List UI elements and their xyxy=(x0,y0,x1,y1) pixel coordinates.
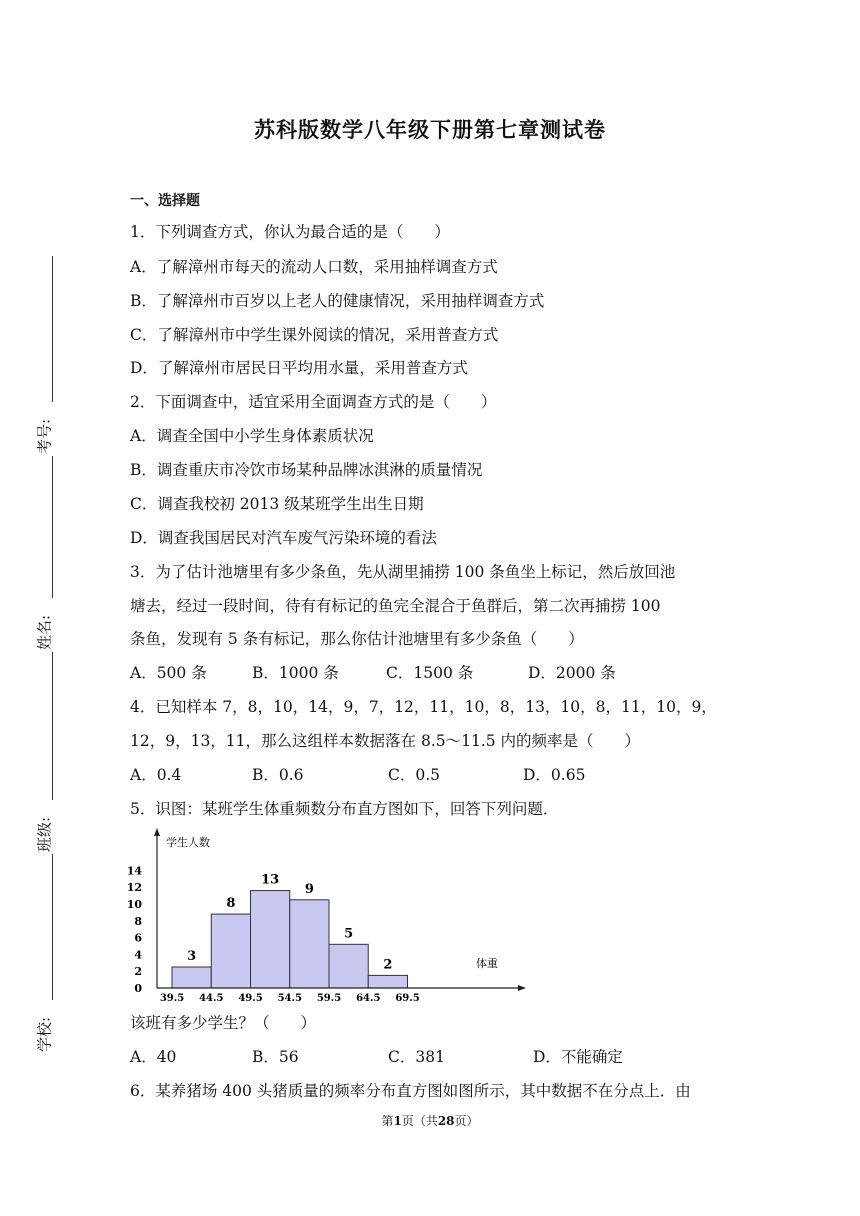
y-axis-arrow xyxy=(154,828,160,836)
footer-suffix: 页） xyxy=(454,1114,479,1128)
q3-line-3: 条鱼，发现有 5 条有标记，那么你估计池塘里有多少条鱼（ ） xyxy=(130,630,584,648)
y-tick-label: 12 xyxy=(126,881,142,895)
side-line-2 xyxy=(52,456,53,598)
q4-option-a: A．0.4 xyxy=(130,766,182,784)
q5-option-c: C．381 xyxy=(388,1048,445,1066)
side-line-3 xyxy=(52,652,53,800)
x-tick-label: 69.5 xyxy=(395,993,420,1004)
q3-line-2: 塘去，经过一段时间，待有有标记的鱼完全混合于鱼群后，第二次再捕捞 100 xyxy=(130,597,661,615)
bar-value-label: 13 xyxy=(261,872,280,888)
q4-line-2: 12，9，13，11，那么这组样本数据落在 8.5～11.5 内的频率是（ ） xyxy=(130,732,641,750)
bar-value-label: 2 xyxy=(383,957,393,973)
bar-value-label: 8 xyxy=(226,896,236,912)
y-tick-label: 0 xyxy=(134,982,142,995)
q3-option-d: D．2000 条 xyxy=(528,664,616,682)
q5-option-d: D．不能确定 xyxy=(533,1048,623,1066)
bar-value-label: 9 xyxy=(304,881,314,897)
x-tick-label: 59.5 xyxy=(316,993,342,1004)
q1-option-c: C．了解漳州市中学生课外阅读的情况，采用普查方式 xyxy=(130,326,499,344)
q1-option-a: A．了解漳州市每天的流动人口数，采用抽样调查方式 xyxy=(130,258,498,276)
q4-option-d: D．0.65 xyxy=(523,766,586,784)
side-line-top xyxy=(52,256,53,402)
y-tick-label: 6 xyxy=(134,931,142,945)
x-tick-label: 49.5 xyxy=(238,993,263,1004)
q4-option-c: C．0.5 xyxy=(388,766,441,784)
y-tick-label: 8 xyxy=(134,914,142,928)
q4-line-1: 4．已知样本 7，8，10，14，9，7，12，11，10，8，13，10，8，11，10，9， xyxy=(130,698,717,716)
x-axis-label: 体重 xyxy=(476,957,498,970)
side-line-4 xyxy=(52,854,53,1000)
page-title: 苏科版数学八年级下册第七章测试卷 xyxy=(254,117,606,142)
q6-line-1: 6．某养猪场 400 头猪质量的频率分布直方图如图所示，其中数据不在分点上．由 xyxy=(130,1082,691,1100)
q2-option-d: D．调查我国居民对汽车废气污染环境的看法 xyxy=(130,529,437,547)
footer-prefix: 第 xyxy=(381,1114,394,1128)
q4-option-b: B．0.6 xyxy=(252,766,304,784)
histogram-bar xyxy=(368,975,407,988)
y-tick-label: 2 xyxy=(134,965,142,979)
name-label: 姓名: xyxy=(35,614,54,651)
q2-option-b: B．调查重庆市冷饮市场某种品牌冰淇淋的质量情况 xyxy=(130,461,483,479)
y-axis-label: 学生人数 xyxy=(166,836,210,849)
y-tick-label: 14 xyxy=(126,864,142,878)
footer-page: 1 xyxy=(393,1114,402,1128)
q3-option-b: B．1000 条 xyxy=(252,664,339,682)
histogram-bar xyxy=(290,900,329,988)
school-label: 学校: xyxy=(35,1016,54,1053)
q2-option-a: A．调查全国中小学生身体素质状况 xyxy=(130,427,374,445)
histogram-bar xyxy=(329,944,368,988)
q5-option-a: A．40 xyxy=(130,1048,177,1066)
q2-stem: 2．下面调查中，适宜采用全面调查方式的是（ ） xyxy=(130,393,497,411)
weight-histogram xyxy=(120,826,540,1004)
histogram-bar xyxy=(251,891,290,988)
y-tick-label: 10 xyxy=(126,898,142,911)
x-tick-label: 64.5 xyxy=(356,993,381,1004)
x-tick-label: 44.5 xyxy=(199,993,224,1004)
q5-stem: 5．识图：某班学生体重频数分布直方图如下，回答下列问题． xyxy=(130,800,559,818)
q3-line-1: 3．为了估计池塘里有多少条鱼，先从湖里捕捞 100 条鱼坐上标记，然后放回池 xyxy=(130,563,676,581)
q5-question: 该班有多少学生？（ ） xyxy=(130,1014,317,1032)
bar-value-label: 3 xyxy=(187,949,197,964)
histogram-bar xyxy=(211,914,250,988)
q5-option-b: B．56 xyxy=(252,1048,299,1066)
exam-no-label: 考号: xyxy=(35,418,54,455)
q1-option-d: D．了解漳州市居民日平均用水量，采用普查方式 xyxy=(130,359,468,377)
histogram-bar xyxy=(172,967,211,988)
q3-option-a: A．500 条 xyxy=(130,664,207,682)
footer-mid: 页（共 xyxy=(401,1114,438,1128)
x-tick-label: 54.5 xyxy=(277,993,302,1004)
class-label: 班级: xyxy=(35,816,54,853)
q2-option-c: C．调查我校初 2013 级某班学生出生日期 xyxy=(130,495,424,513)
y-tick-label: 4 xyxy=(134,948,142,962)
q1-option-b: B．了解漳州市百岁以上老人的健康情况，采用抽样调查方式 xyxy=(130,292,545,310)
section-heading: 一、选择题 xyxy=(130,193,200,209)
x-axis-arrow xyxy=(518,985,526,991)
x-tick-label: 39.5 xyxy=(159,993,185,1004)
page-footer xyxy=(0,1112,860,1129)
q3-option-c: C．1500 条 xyxy=(386,664,474,682)
q1-stem: 1．下列调查方式，你认为最合适的是（ ） xyxy=(130,223,450,241)
footer-total: 28 xyxy=(437,1114,455,1128)
bar-value-label: 5 xyxy=(344,926,354,942)
